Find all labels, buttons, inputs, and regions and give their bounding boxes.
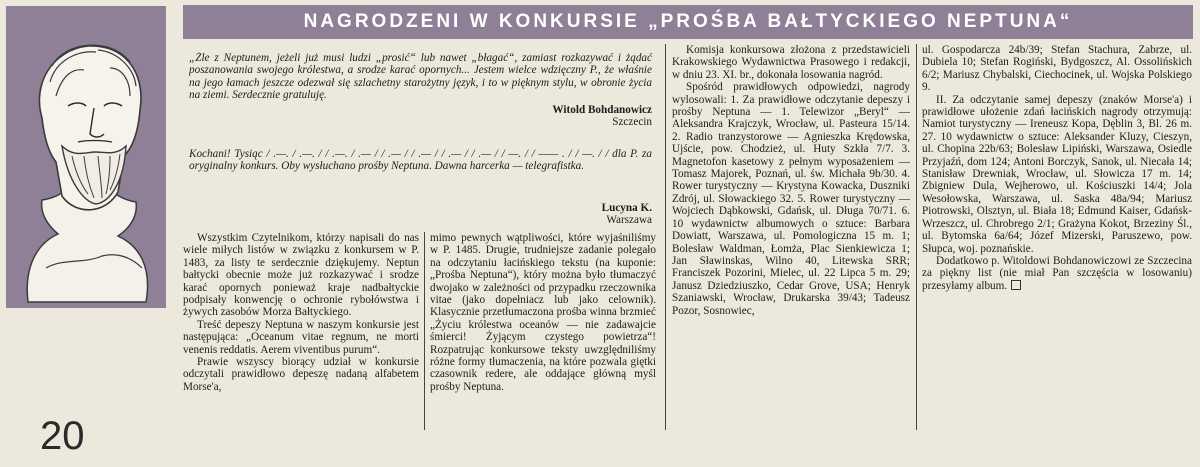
letter-1-city: Szczecin xyxy=(612,116,652,129)
article-paragraph: Spośród prawidłowych odpowiedzi, nagrody wylosowali: 1. Za prawidłowe odczytanie depeszy i prośby Neptuna — 1. Telewizor „Beryl“ — Aleksandra Krajczyk, Wrocław, ul. Pasteura 15/14. 2. Radio tranzystorowe — Agnieszka Krędowska, Ujście, pow. Chodzież, ul. Huty Szkła 7/7. 3. Magnetofon kasetowy z pełnym wyposażeniem — Tomasz Majorek, Poznań, ul. św. Michała 9b/30. 4. Rower turystyczny — Krystyna Kowacka, Duszniki Zdrój, ul. Słowackiego 32. 5. Rower turystyczny — Wojciech Dąbkowski, Gdańsk, ul. Długa 70/71. 6. 10 wydawnictw albumowych o sztuce: Barbara Dowiatt, Warszawa, ul. Pomologiczna 15 m. 1; Bolesław Waldman, Łomża, Plac Sienkiewicza 1; Jan Sławinskas, Wilno 40, Litewska SRR; Franciszek Pozorini, Mielec, ul. 22 Lipca 5 m. 29; Janusz Dziedziuszko, Cedar Grove, USA; Henryk Szaniawski, Wrocław, Drukarska 39/43; Tadeusz Pozor, Sosnowiec, xyxy=(672,81,910,317)
article-paragraph: ul. Gospodarcza 24b/39; Stefan Stachura, Zabrze, ul. Dubiela 10; Stefan Rogiński, Bydgoszcz, Al. Ossolińskich 6/2; Mariusz Chybalski, Ciechocinek, ul. Wojska Polskiego 9. xyxy=(922,44,1192,94)
end-of-article-mark xyxy=(1011,280,1021,290)
headline-banner xyxy=(183,5,1193,39)
column-divider xyxy=(424,232,425,430)
column-divider xyxy=(916,44,917,430)
letter-1-signature xyxy=(440,104,652,129)
article-column-4 xyxy=(922,44,1192,416)
bust-drawing xyxy=(6,6,166,308)
article-paragraph: Komisja konkursowa złożona z przedstawicieli Krakowskiego Wydawnictwa Prasowego i redakcji, w dniu 23. XI. br., dokonała losowania nagród. xyxy=(672,44,910,81)
article-paragraph: Prawie wszyscy biorący udział w konkursie odczytali prawidłowo depeszę nadaną alfabetem Morse'a, xyxy=(183,356,419,393)
letter-2-city: Warszawa xyxy=(606,214,652,227)
letter-1-text: „Źle z Neptunem, jeżeli już musi ludzi „prosić“ lub nawet „błagać“, zamiast rozkazywać i żądać poszanowania swojego królestwa, a srodze karać opornych... Jestem wielce wdzięczny P., że właśnie na jego łamach jeszcze odezwał się szlachetny starożytny język, i to w pięknym stylu, w obronie życia na ziemi. Serdecznie gratuluję. xyxy=(189,52,652,102)
article-column-3 xyxy=(672,44,910,414)
closing-text: Dodatkowo p. Witoldowi Bohdanowiczowi ze Szczecina za piękny list (nie miał Pan szczęścia w losowaniu) przesyłamy album. xyxy=(922,254,1192,292)
article-paragraph xyxy=(922,255,1192,292)
letter-1-author: Witold Bohdanowicz xyxy=(552,104,652,116)
article-paragraph: mimo pewnych wątpliwości, które wyjaśniliśmy w P. 1485. Drugie, trudniejsze zadanie polegało na odczytaniu łacińskiego tekstu (na kuponie: „Prośba Neptuna“), który można było tłumaczyć dwojako w zależności od przypadku rzeczownika vitae (jako dopełniacz lub jako celownik). Klasycznie przetłumaczona prośba winna brzmieć „Życiu królestwa oceanów — nie zadawajcie śmierci! Żyjącym czystego powietrza“! Rozpatrując konkursowe teksty uwzględniliśmy różne formy tłumaczenia, na które pozwala giętki czasownik redere, ale oddające główną myśl prośby Neptuna. xyxy=(430,232,656,393)
article-paragraph: Treść depeszy Neptuna w naszym konkursie jest następująca: „Oceanum vitae regnum, ne morti venenis reddatis. Aerem viventibus purum“. xyxy=(183,318,419,356)
column-divider xyxy=(665,44,666,430)
article-paragraph: II. Za odczytanie samej depeszy (znaków Morse'a) i prawidłowe ułożenie zdań łacińskich nagrody otrzymują: Namiot turystyczny — Ireneusz Kopa, Dęblin 3, Bl. 26 m. 27. 10 wydawnictw o sztuce: Aleksander Kluzy, Cieszyn, ul. Chopina 22b/63; Bolesław Lipiński, Warszawa, Osiedle Przyjaźń, dom 124; Antoni Borczyk, Sanok, ul. Niecała 14; Stanisław Drewniak, Wrocław, ul. Słowicza 17 m. 14; Zbigniew Dula, Wejherowo, ul. Kościuszki 14/4; Jola Wesołowska, Warszawa, ul. Saska 48a/94; Mariusz Piotrowski, Olsztyn, ul. Biała 18; Edmund Kaiser, Gdańsk-Wrzeszcz, ul. Chrobrego 2/1; Grażyna Kokot, Brzeziny Śl., ul. Bytomska 6a/64; Józef Mizerski, Paruszewo, pow. Słupca, woj. poznańskie. xyxy=(922,93,1192,255)
letter-2-signature xyxy=(470,202,652,227)
article-column-1 xyxy=(183,232,419,410)
neptune-bust-illustration xyxy=(6,6,166,308)
page-title: NAGRODZENI W KONKURSIE „PROŚBA BAŁTYCKIEGO NEPTUNA“ xyxy=(303,11,1073,32)
article-paragraph: Wszystkim Czytelnikom, którzy napisali do nas wiele miłych listów w związku z konkursem w P. 1483, za listy te serdecznie dziękujemy. Neptun bałtycki obecnie może już rozkazywać i srodze karać opornych ponieważ kraje nadbałtyckie podpisały konwencję o ochronie rybołówstwa i żywych zasobów Morza Bałtyckiego. xyxy=(183,232,419,319)
page-number: 20 xyxy=(40,414,85,458)
letter-2-author: Lucyna K. xyxy=(601,202,652,214)
article-column-2 xyxy=(430,232,656,430)
letter-2-text: Kochani! Tysiąc / .—. / .—. / / .—. / .— / / .— / / .— / / .— / / .— / / —. / / —— . / / —. / / dla P. za oryginalny konkurs. Oby wysłuchano prośby Neptuna. Dawna harcerka — telegrafistka. xyxy=(189,148,652,173)
